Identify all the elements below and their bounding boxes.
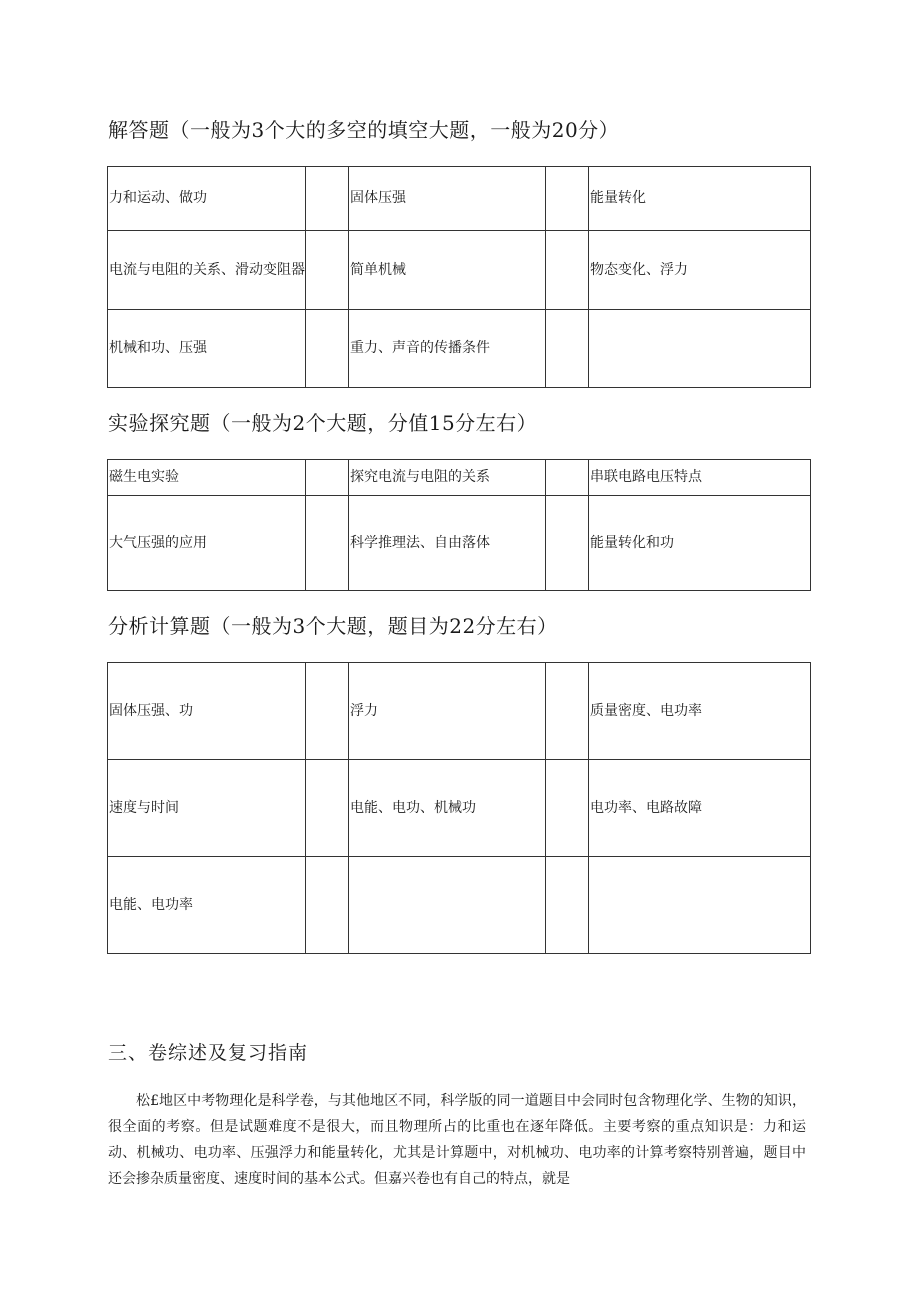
table-cell bbox=[306, 231, 349, 310]
table-cell: 力和运动、做功 bbox=[108, 167, 306, 231]
table-cell: 科学推理法、自由落体 bbox=[349, 496, 546, 591]
table-cell: 能量转化 bbox=[589, 167, 811, 231]
table-row bbox=[108, 857, 811, 954]
section-heading-experiment-questions: 实验探究题（一般为2个大题，分值15分左右） bbox=[108, 411, 538, 435]
table-cell bbox=[546, 663, 589, 760]
table-cell bbox=[306, 310, 349, 388]
table-cell: 重力、声音的传播条件 bbox=[349, 310, 546, 388]
table-cell bbox=[306, 663, 349, 760]
table-cell: 固体压强 bbox=[349, 167, 546, 231]
table-row bbox=[108, 460, 811, 496]
table-row bbox=[108, 760, 811, 857]
table-cell: 能量转化和功 bbox=[589, 496, 811, 591]
table-cell bbox=[546, 167, 589, 231]
table-cell bbox=[306, 760, 349, 857]
table-cell: 探究电流与电阻的关系 bbox=[349, 460, 546, 496]
table-cell: 电能、电功率 bbox=[108, 857, 306, 954]
table-cell bbox=[546, 460, 589, 496]
review-section-title: 三、卷综述及复习指南 bbox=[108, 1042, 309, 1064]
topic-table-answer-questions bbox=[107, 166, 811, 388]
table-cell bbox=[306, 857, 349, 954]
table-cell: 固体压强、功 bbox=[108, 663, 306, 760]
review-paragraph bbox=[108, 1088, 806, 1192]
table-row bbox=[108, 663, 811, 760]
table-cell: 大气压强的应用 bbox=[108, 496, 306, 591]
table-cell bbox=[349, 857, 546, 954]
table-cell bbox=[546, 231, 589, 310]
table-cell: 物态变化、浮力 bbox=[589, 231, 811, 310]
review-paragraph-text: 松£地区中考物理化是科学卷，与其他地区不同，科学版的同一道题目中会同时包含物理化学、生物的知识，很全面的考察。但是试题难度不是很大，而且物理所占的比重也在逐年降低。主要考察的重点知识是：力和运动、机械功、电功率、压强浮力和能量转化，尤其是计算题中，对机械功、电功率的计算考察特别普遍，题目中还会掺杂质量密度、速度时间的基本公式。但嘉兴卷也有自己的特点，就是 bbox=[108, 1093, 806, 1187]
table-cell bbox=[306, 496, 349, 591]
table-cell bbox=[589, 857, 811, 954]
table-cell bbox=[589, 310, 811, 388]
table-cell: 机械和功、压强 bbox=[108, 310, 306, 388]
table-cell bbox=[546, 760, 589, 857]
table-cell: 电能、电功、机械功 bbox=[349, 760, 546, 857]
table-cell: 串联电路电压特点 bbox=[589, 460, 811, 496]
section-heading-calculation-questions: 分析计算题（一般为3个大题，题目为22分左右） bbox=[108, 614, 558, 638]
table-cell bbox=[306, 460, 349, 496]
table-row bbox=[108, 310, 811, 388]
table-cell: 电功率、电路故障 bbox=[589, 760, 811, 857]
table-cell: 电流与电阻的关系、滑动变阻器 bbox=[108, 231, 306, 310]
table-row bbox=[108, 496, 811, 591]
table-row bbox=[108, 231, 811, 310]
table-cell: 速度与时间 bbox=[108, 760, 306, 857]
table-cell bbox=[306, 167, 349, 231]
table-cell bbox=[546, 857, 589, 954]
table-cell: 浮力 bbox=[349, 663, 546, 760]
table-cell bbox=[546, 496, 589, 591]
table-cell: 简单机械 bbox=[349, 231, 546, 310]
table-cell: 磁生电实验 bbox=[108, 460, 306, 496]
table-row bbox=[108, 167, 811, 231]
topic-table-experiment-questions bbox=[107, 459, 811, 591]
topic-table-calculation-questions bbox=[107, 662, 811, 954]
table-cell: 质量密度、电功率 bbox=[589, 663, 811, 760]
section-heading-answer-questions: 解答题（一般为3个大的多空的填空大题，一般为20分） bbox=[108, 118, 620, 142]
table-cell bbox=[546, 310, 589, 388]
